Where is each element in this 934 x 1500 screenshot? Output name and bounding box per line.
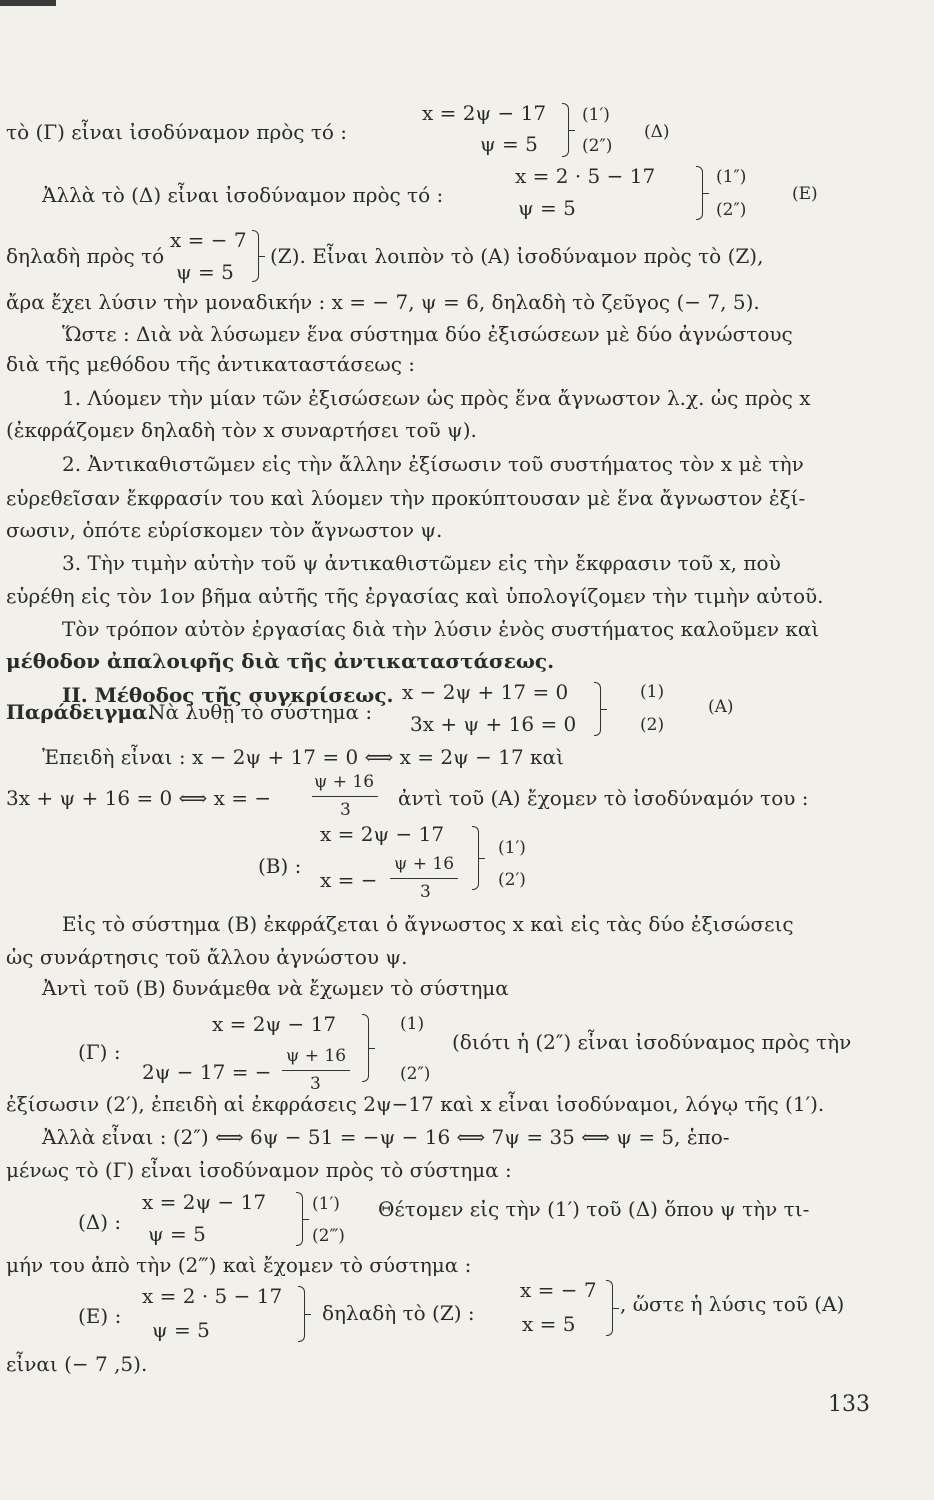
line-4: ἄρα ἔχει λύσιν τὴν μοναδικήν : x = − 7, ψ = 6, δηλαδὴ τὸ ζεῦγος (− 7, 5).	[6, 290, 760, 314]
eq-e-1: x = 2 · 5 − 17	[515, 164, 656, 188]
eq-delta-1: x = 2ψ − 17	[422, 101, 547, 125]
ref-label: (2)	[640, 715, 665, 735]
line-29: μήν του ἀπὸ τὴν (2‴) καὶ ἔχομεν τὸ σύστημα :	[6, 1253, 472, 1277]
ref-label: (2″)	[716, 200, 747, 220]
brace	[362, 1014, 369, 1082]
system-label: (Γ) :	[78, 1040, 121, 1064]
line-9: 2. Ἀντικαθιστῶμεν εἰς τὴν ἄλλην ἐξίσωσιν τοῦ συστήματος τὸν x μὲ τὴν	[62, 452, 804, 476]
eq-z2-1: x = − 7	[520, 1278, 597, 1302]
ref-label: (2‴)	[312, 1226, 345, 1246]
line-14: Τὸν τρόπον αὐτὸν ἐργασίας διὰ τὴν λύσιν ἑνὸς συστήματος καλοῦμεν καὶ	[62, 617, 820, 641]
line-6: διὰ τῆς μεθόδου τῆς ἀντικαταστάσεως :	[6, 352, 415, 376]
scan-corner-mark	[0, 0, 56, 6]
eq-b-2: x = −	[320, 868, 378, 892]
eq-z2-2: x = 5	[522, 1312, 576, 1336]
eq-z-1: x = − 7	[170, 228, 247, 252]
eq-d-2: ψ = 5	[148, 1222, 206, 1246]
line-28-note: Θέτομεν εἰς τὴν (1′) τοῦ (Δ) ὅπου ψ τὴν τι-	[378, 1197, 810, 1221]
ref-label: (1′)	[582, 105, 610, 125]
ref-label: (1″)	[716, 167, 747, 187]
ref-label: (1)	[400, 1014, 425, 1034]
line-22: ὡς συνάρτησις τοῦ ἄλλου ἀγνώστου ψ.	[6, 945, 408, 969]
line-30-end: , ὥστε ἡ λύσις τοῦ (Α)	[620, 1292, 845, 1316]
line-31: εἶναι (− 7 ,5).	[6, 1352, 148, 1376]
brace	[298, 1286, 305, 1342]
line-25: ἐξίσωσιν (2′), ἐπειδὴ αἱ ἐκφράσεις 2ψ−17 καὶ x εἶναι ἰσοδύναμοι, λόγῳ τῆς (1′).	[6, 1092, 825, 1116]
line-3-text: δηλαδὴ πρὸς τό	[6, 244, 165, 268]
system-label: (Β) :	[258, 854, 302, 878]
line-13: εὑρέθη εἰς τὸν 1ον βῆμα αὐτῆς τῆς ἐργασίας καὶ ὑπολογίζομεν τὴν τιμὴν αὐτοῦ.	[6, 584, 824, 608]
eq-a-2: 3x + ψ + 16 = 0	[410, 712, 577, 736]
page-number: 133	[828, 1392, 870, 1417]
brace	[696, 166, 703, 220]
eq-delta-2: ψ = 5	[480, 132, 538, 156]
fraction-denominator: 3	[420, 882, 431, 902]
eq-g-2: 2ψ − 17 = −	[142, 1060, 272, 1084]
ref-label: (2″)	[400, 1064, 431, 1084]
brace	[594, 682, 601, 736]
line-23: Ἀντὶ τοῦ (Β) δυνάμεθα νὰ ἔχωμεν τὸ σύστημα	[42, 976, 509, 1000]
ref-label: (2″)	[582, 136, 613, 156]
fraction-numerator: ψ + 16	[286, 1046, 347, 1066]
example-label: Παράδειγμα.	[6, 700, 155, 724]
fraction-denominator: 3	[310, 1074, 321, 1094]
system-label: (Ε)	[792, 184, 818, 204]
eq-e2-1: x = 2 · 5 − 17	[142, 1284, 283, 1308]
brace	[296, 1192, 303, 1246]
line-19-text: 3x + ψ + 16 = 0 ⟺ x = −	[6, 786, 272, 810]
brace	[472, 826, 479, 890]
line-26: Ἀλλὰ εἶναι : (2″) ⟺ 6ψ − 51 = −ψ − 16 ⟺ 7ψ = 35 ⟺ ψ = 5, ἑπο-	[42, 1125, 730, 1149]
line-24-note: (διότι ἡ (2″) εἶναι ἰσοδύναμος πρὸς τὴν	[452, 1030, 852, 1054]
line-5: Ὥστε : Διὰ νὰ λύσωμεν ἕνα σύστημα δύο ἐξισώσεων μὲ δύο ἀγνώστους	[62, 322, 793, 346]
line-12: 3. Τὴν τιμὴν αὐτὴν τοῦ ψ ἀντικαθιστῶμεν εἰς τὴν ἔκφρασιν τοῦ x, ποὺ	[62, 551, 781, 575]
line-11: σωσιν, ὁπότε εὑρίσκομεν τὸν ἄγνωστον ψ.	[6, 518, 443, 542]
eq-d-1: x = 2ψ − 17	[142, 1190, 267, 1214]
line-27: μένως τὸ (Γ) εἶναι ἰσοδύναμον πρὸς τὸ σύστημα :	[6, 1158, 512, 1182]
eq-z-2: ψ = 5	[176, 260, 234, 284]
eq-g-1: x = 2ψ − 17	[212, 1012, 337, 1036]
line-7: 1. Λύομεν τὴν μίαν τῶν ἐξισώσεων ὡς πρὸς ἕνα ἄγνωστον λ.χ. ὡς πρὸς x	[62, 386, 811, 410]
example-text: Νὰ λυθῇ τὸ σύστημα :	[148, 700, 373, 724]
system-label: (Δ)	[644, 122, 670, 142]
section-heading: ΙΙ. Μέθοδος τῆς συγκρίσεως.	[62, 683, 394, 707]
line-18: Ἐπειδὴ εἶναι : x − 2ψ + 17 = 0 ⟺ x = 2ψ − 17 καὶ	[42, 745, 564, 769]
line-19-text-b: ἀντὶ τοῦ (Α) ἔχομεν τὸ ἰσοδύναμόν του :	[398, 786, 809, 810]
ref-label: (1)	[640, 682, 665, 702]
fraction-denominator: 3	[340, 800, 351, 820]
system-label: (Α)	[708, 697, 734, 717]
eq-a-1: x − 2ψ + 17 = 0	[402, 680, 569, 704]
line-3-text-b: (Ζ). Εἶναι λοιπὸν τὸ (Α) ἰσοδύναμον πρὸς τὸ (Ζ),	[270, 244, 764, 268]
brace	[606, 1280, 613, 1336]
system-label: (Ε) :	[78, 1304, 122, 1328]
line-2-text: Ἀλλὰ τὸ (Δ) εἶναι ἰσοδύναμον πρὸς τό :	[42, 183, 444, 207]
ref-label: (2′)	[498, 870, 526, 890]
brace	[562, 103, 569, 157]
line-8: (ἐκφράζομεν δηλαδὴ τὸν x συναρτήσει τοῦ ψ).	[6, 418, 477, 442]
fraction-bar	[312, 796, 378, 797]
fraction-numerator: ψ + 16	[314, 772, 375, 792]
fraction-bar	[390, 878, 458, 879]
eq-e2-2: ψ = 5	[152, 1318, 210, 1342]
line-10: εὑρεθεῖσαν ἔκφρασίν του καὶ λύομεν τὴν προκύπτουσαν μὲ ἕνα ἄγνωστον ἐξί-	[6, 486, 806, 510]
system-label: (Δ) :	[78, 1210, 122, 1234]
line-1-text: τὸ (Γ) εἶναι ἰσοδύναμον πρὸς τό :	[6, 120, 348, 144]
eq-b-1: x = 2ψ − 17	[320, 822, 445, 846]
line-15-bold: μέθοδον ἀπαλοιφῆς διὰ τῆς ἀντικαταστάσεως.	[6, 649, 555, 673]
ref-label: (1′)	[498, 838, 526, 858]
ref-label: (1′)	[312, 1194, 340, 1214]
brace	[252, 230, 259, 282]
fraction-numerator: ψ + 16	[394, 854, 455, 874]
fraction-bar	[282, 1070, 350, 1071]
line-21: Εἰς τὸ σύστημα (Β) ἐκφράζεται ὁ ἄγνωστος x καὶ εἰς τὰς δύο ἐξισώσεις	[62, 912, 794, 936]
line-30-mid: δηλαδὴ τὸ (Ζ) :	[322, 1301, 475, 1325]
eq-e-2: ψ = 5	[518, 196, 576, 220]
